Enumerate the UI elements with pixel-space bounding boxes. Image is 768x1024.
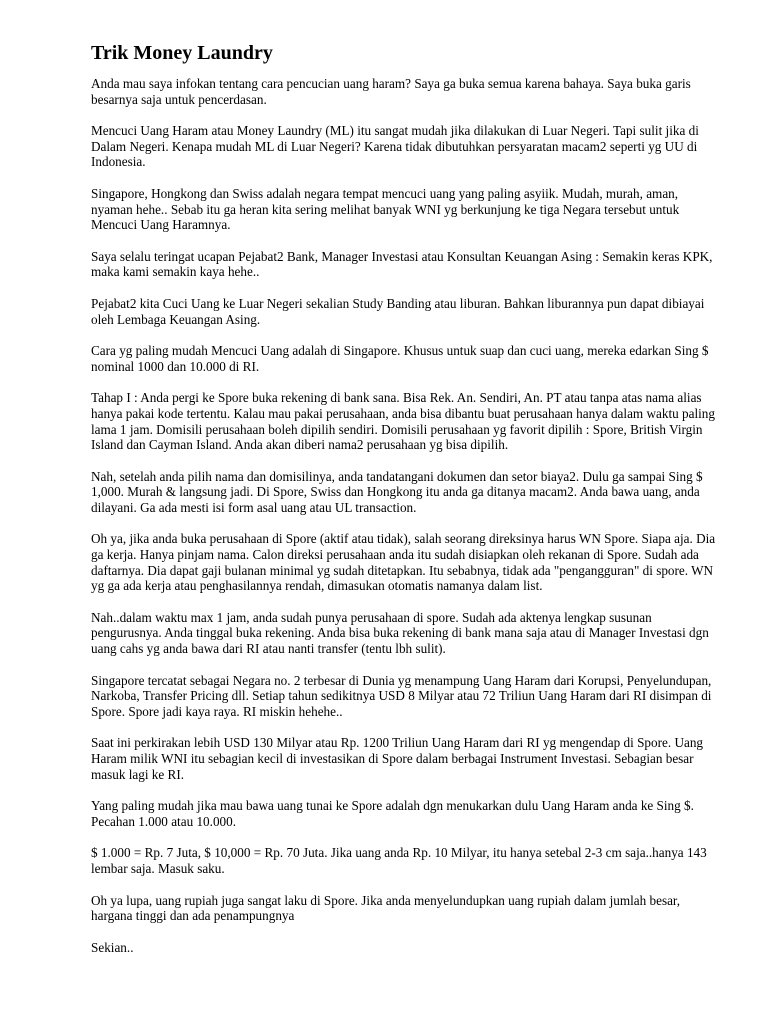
paragraph-company-ready: Nah..dalam waktu max 1 jam, anda sudah punya perusahaan di spore. Sudah ada aktenya lengkap susunan pengurusnya. Anda tinggal buka rekening. Anda bisa buka rekening di bank mana saja atau di Manager Investasi dgn uang cahs yg anda bawa dari RI atau nanti transfer (tentu lbh sulit). xyxy=(91,609,709,657)
document-title: Trik Money Laundry xyxy=(91,42,273,64)
paragraph-closing: Sekian.. xyxy=(91,939,134,955)
paragraph-directors: Oh ya, jika anda buka perusahaan di Spore (aktif atau tidak), salah seorang direksinya harus WN Spore. Siapa aja. Dia ga kerja. Hanya pinjam nama. Calon direksi perusahaan anda itu sudah disiapkan oleh rekanan di Spore. Sudah ada daftarnya. Dia dapat gaji bulanan minimal yg sudah ditetapkan. Itu sebabnya, tidak ada "pengangguran" di spore. WN yg ga ada kerja atau penghasilannya rendah, dimasukan otomatis namanya dalam list. xyxy=(91,531,716,594)
paragraph-step-one: Tahap I : Anda pergi ke Spore buka rekening di bank sana. Bisa Rek. An. Sendiri, An. PT atau tanpa atas nama alias hanya pakai kode tertentu. Kalau mau pakai perusahaan, anda bisa dibantu buat perusahaan hanya dalam waktu paling lama 1 jam. Domisili perusahaan boleh dipilih sendiri. Domisili perusahaan yg favorit dipilih : Spore, British Virgin Island dan Cayman Island. Anda akan diberi nama2 perusahaan yg bisa dipilih. xyxy=(91,390,715,453)
paragraph-estimate: Saat ini perkirakan lebih USD 130 Milyar atau Rp. 1200 Triliun Uang Haram dari RI yg mengendap di Spore. Uang Haram milik WNI itu sebagian kecil di investasikan di Spore dalam berbagai Instrument Investasi. Sebagian besar masuk lagi ke RI. xyxy=(91,735,704,782)
paragraph-ml-definition: Mencuci Uang Haram atau Money Laundry (ML) itu sangat mudah jika dilakukan di Luar Negeri. Tapi sulit jika di Dalam Negeri. Kenapa mudah ML di Luar Negeri? Karena tidak dibutuhkan persyaratan macam2 seperti yg UU di Indonesia. xyxy=(91,123,699,170)
document-page xyxy=(91,40,721,971)
paragraph-singapore-method: Cara yg paling mudah Mencuci Uang adalah di Singapore. Khusus untuk suap dan cuci uang, mereka edarkan Sing $ nominal 1000 dan 10.000 di RI. xyxy=(91,343,709,374)
paragraph-exchange: $ 1.000 = Rp. 7 Juta, $ 10,000 = Rp. 70 Juta. Jika uang anda Rp. 10 Milyar, itu hanya setebal 2-3 cm saja..hanya 143 lembar saja. Masuk saku. xyxy=(91,845,707,876)
paragraph-quote: Saya selalu teringat ucapan Pejabat2 Bank, Manager Investasi atau Konsultan Keuangan Asing : Semakin keras KPK, maka kami semakin kaya hehe.. xyxy=(91,248,713,280)
paragraph-signing: Nah, setelah anda pilih nama dan domisilinya, anda tandatangani dokumen dan setor biaya2. Dulu ga sampai Sing $ 1,000. Murah & langsung jadi. Di Spore, Swiss dan Hongkong itu anda ga ditanya macam2. Anda bawa uang, anda dilayani. Ga ada mesti isi form asal uang atau UL transaction. xyxy=(91,468,703,515)
paragraph-officials: Pejabat2 kita Cuci Uang ke Luar Negeri sekalian Study Banding atau liburan. Bahkan liburannya pun dapat dibiayai oleh Lembaga Keuangan Asing. xyxy=(91,295,705,327)
paragraph-cash: Yang paling mudah jika mau bawa uang tunai ke Spore adalah dgn menukarkan dulu Uang Haram anda ke Sing $. Pecahan 1.000 atau 10.000. xyxy=(91,798,694,829)
paragraph-countries: Singapore, Hongkong dan Swiss adalah negara tempat mencuci uang yang paling asyiik. Mudah, murah, aman, nyaman hehe.. Sebab itu ga heran kita sering melihat banyak WNI yg berkunjung ke tiga Negara tersebut untuk Mencuci Uang Haramnya. xyxy=(91,185,680,233)
paragraph-intro: Anda mau saya infokan tentang cara pencucian uang haram? Saya ga buka semua karena bahaya. Saya buka garis besarnya saja untuk pencerdasan. xyxy=(91,76,691,107)
paragraph-rupiah: Oh ya lupa, uang rupiah juga sangat laku di Spore. Jika anda menyelundupkan uang rupiah dalam jumlah besar, hargana tinggi dan ada penampungnya xyxy=(91,892,681,924)
paragraph-singapore-rank: Singapore tercatat sebagai Negara no. 2 terbesar di Dunia yg menampung Uang Haram dari Korupsi, Penyelundupan, Narkoba, Transfer Pricing dll. Setiap tahun sedikitnya USD 8 Milyar atau 72 Triliun Uang Haram dari RI disimpan di Spore. Spore jadi kaya raya. RI miskin hehehe.. xyxy=(91,672,712,719)
